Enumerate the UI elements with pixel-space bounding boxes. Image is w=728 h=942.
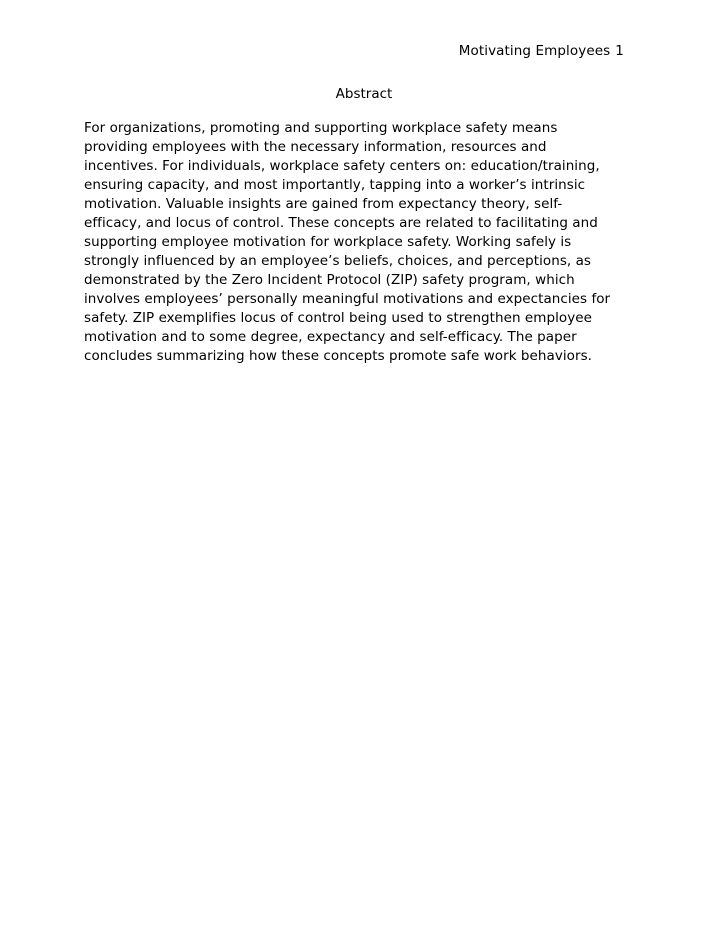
abstract-line: For organizations, promoting and supporting workplace safety means bbox=[84, 120, 558, 136]
abstract-line: providing employees with the necessary information, resources and bbox=[84, 139, 547, 155]
abstract-line: concludes summarizing how these concepts promote safe work behaviors. bbox=[84, 348, 592, 364]
abstract-line: safety. ZIP exemplifies locus of control being used to strengthen employee bbox=[84, 310, 592, 326]
abstract-line: incentives. For individuals, workplace safety centers on: education/training, bbox=[84, 158, 600, 174]
abstract-paragraph bbox=[84, 119, 644, 366]
abstract-line: demonstrated by the Zero Incident Protocol (ZIP) safety program, which bbox=[84, 272, 575, 288]
page-number: 1 bbox=[615, 43, 624, 59]
running-head bbox=[459, 43, 624, 59]
abstract-line: efficacy, and locus of control. These concepts are related to facilitating and bbox=[84, 215, 598, 231]
abstract-line: involves employees’ personally meaningful motivations and expectancies for bbox=[84, 291, 611, 307]
abstract-line: supporting employee motivation for workplace safety. Working safely is bbox=[84, 234, 572, 250]
abstract-heading bbox=[0, 86, 728, 102]
running-head-title: Motivating Employees bbox=[458, 43, 611, 59]
abstract-line: motivation and to some degree, expectancy and self-efficacy. The paper bbox=[84, 329, 577, 345]
abstract-heading-text: Abstract bbox=[335, 86, 393, 102]
abstract-line: strongly influenced by an employee’s beliefs, choices, and perceptions, as bbox=[84, 253, 592, 269]
abstract-line: motivation. Valuable insights are gained from expectancy theory, self- bbox=[84, 196, 563, 212]
abstract-line: ensuring capacity, and most importantly, tapping into a worker’s intrinsic bbox=[84, 177, 586, 193]
